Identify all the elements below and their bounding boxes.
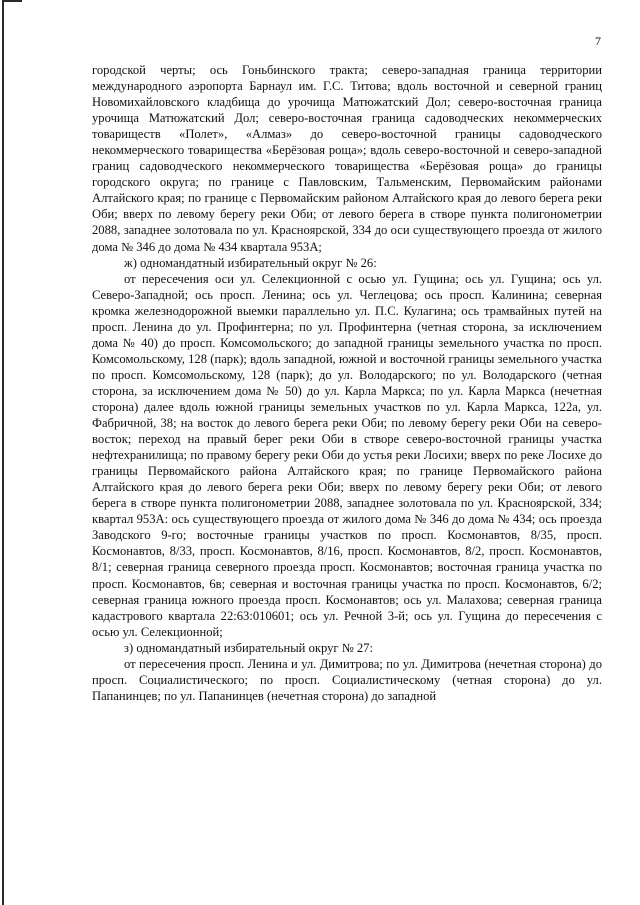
scan-edge-left (2, 0, 4, 905)
scan-edge-top (2, 0, 22, 2)
paragraph-district-26-boundary: от пересечения оси ул. Селекционной с осью ул. Гущина; ось ул. Гущина; ось ул. Северо-Западной; ось просп. Ленина; ось ул. Чеглецова; ось просп. Калинина; северная кромка железнодорожной выемки параллельно ул. П.С. Кулагина; ось трамвайных путей на просп. Ленина до ул. Профинтерна; по ул. Профинтерна (четная сторона, за исключением дома № 40) до просп. Комсомольского; до западной границы земельного участка по просп. Комсомольскому, 128 (парк); вдоль западной, южной и восточной границы земельного участка по просп. Комсомольскому, 128 (парк); до ул. Володарского; по ул. Володарского (четная сторона, за исключением дома № 50) до ул. Карла Маркса; по ул. Карла Маркса (нечетная сторона) далее вдоль южной границы земельных участков по ул. Карла Маркса, 122а, ул. Фабричной, 38; на восток до левого берега реки Оби; по левому берегу реки Оби на северо-восток; переход на правый берег реки Оби в створе северо-восточной границы участка нефтехранилища; по правому берегу реки Оби до устья реки Лосихи; вверх по реке Лосихе до границы Первомайского района Алтайского края; по границе Первомайского района Алтайского края до левого берега реки Оби; вверх по левому берегу реки Оби; от левого берега в створе пункта полигонометрии 2088, западнее золотовала по ул. Красноярской, 334; квартал 953А: ось существующего проезда от жилого дома № 346 до дома № 434; ось проезда Заводского 9-го; восточные границы участков по просп. Космонавтов, 8/35, просп. Космонавтов, 8/33, просп. Космонавтов, 8/16, просп. Космонавтов, 8/2, просп. Космонавтов, 8/1; северная граница северного проезда просп. Космонавтов; восточная граница участка по просп. Космонавтов, 6в; северная и восточная границы участка по просп. Космонавтов, 6/2; северная граница южного проезда просп. Космонавтов; ось ул. Малахова; северная граница кадастрового квартала 22:63:010601; ось ул. Речной 3-й; ось ул. Гущина до пересечения с осью ул. Селекционной; (92, 271, 602, 639)
page-number: 7 (595, 34, 601, 48)
paragraph-district-27-boundary: от пересечения просп. Ленина и ул. Димитрова; по ул. Димитрова (нечетная сторона) до просп. Социалистического; по просп. Социалистическому (четная сторона) до ул. Папанинцев; по ул. Папанинцев (нечетная сторона) до западной (92, 656, 602, 703)
paragraph-district-27-heading: з) одномандатный избирательный округ № 27: (124, 640, 373, 655)
paragraph-continuation: городской черты; ось Гоньбинского тракта; северо-западная граница территории международного аэропорта Барнаул им. Г.С. Титова; вдоль восточной и северной границ Новомихайловского кладбища до урочища Матюжатский Дол; северо-восточная граница урочища Матюжатский Дол; северо-восточная граница садоводческих некоммерческих товариществ «Полет», «Алмаз» до северо-восточной границы садоводческого некоммерческого товарищества «Берёзовая роща»; вдоль северо-восточной и северо-западной границ садоводческого некоммерческого товарищества «Берёзовая роща» до границы городского округа; по границе с Павловским, Тальменским, Первомайским районами Алтайского края; по границе с Первомайским районом Алтайского края до левого берега реки Оби; вверх по левому берегу реки Оби; от левого берега в створе пункта полигонометрии 2088, западнее золотовала по ул. Красноярской, 334 до оси существующего проезда от жилого дома № 346 до дома № 434 квартала 953А; (92, 63, 602, 254)
document-body (92, 62, 602, 704)
paragraph-district-26-heading: ж) одномандатный избирательный округ № 26: (124, 255, 377, 270)
